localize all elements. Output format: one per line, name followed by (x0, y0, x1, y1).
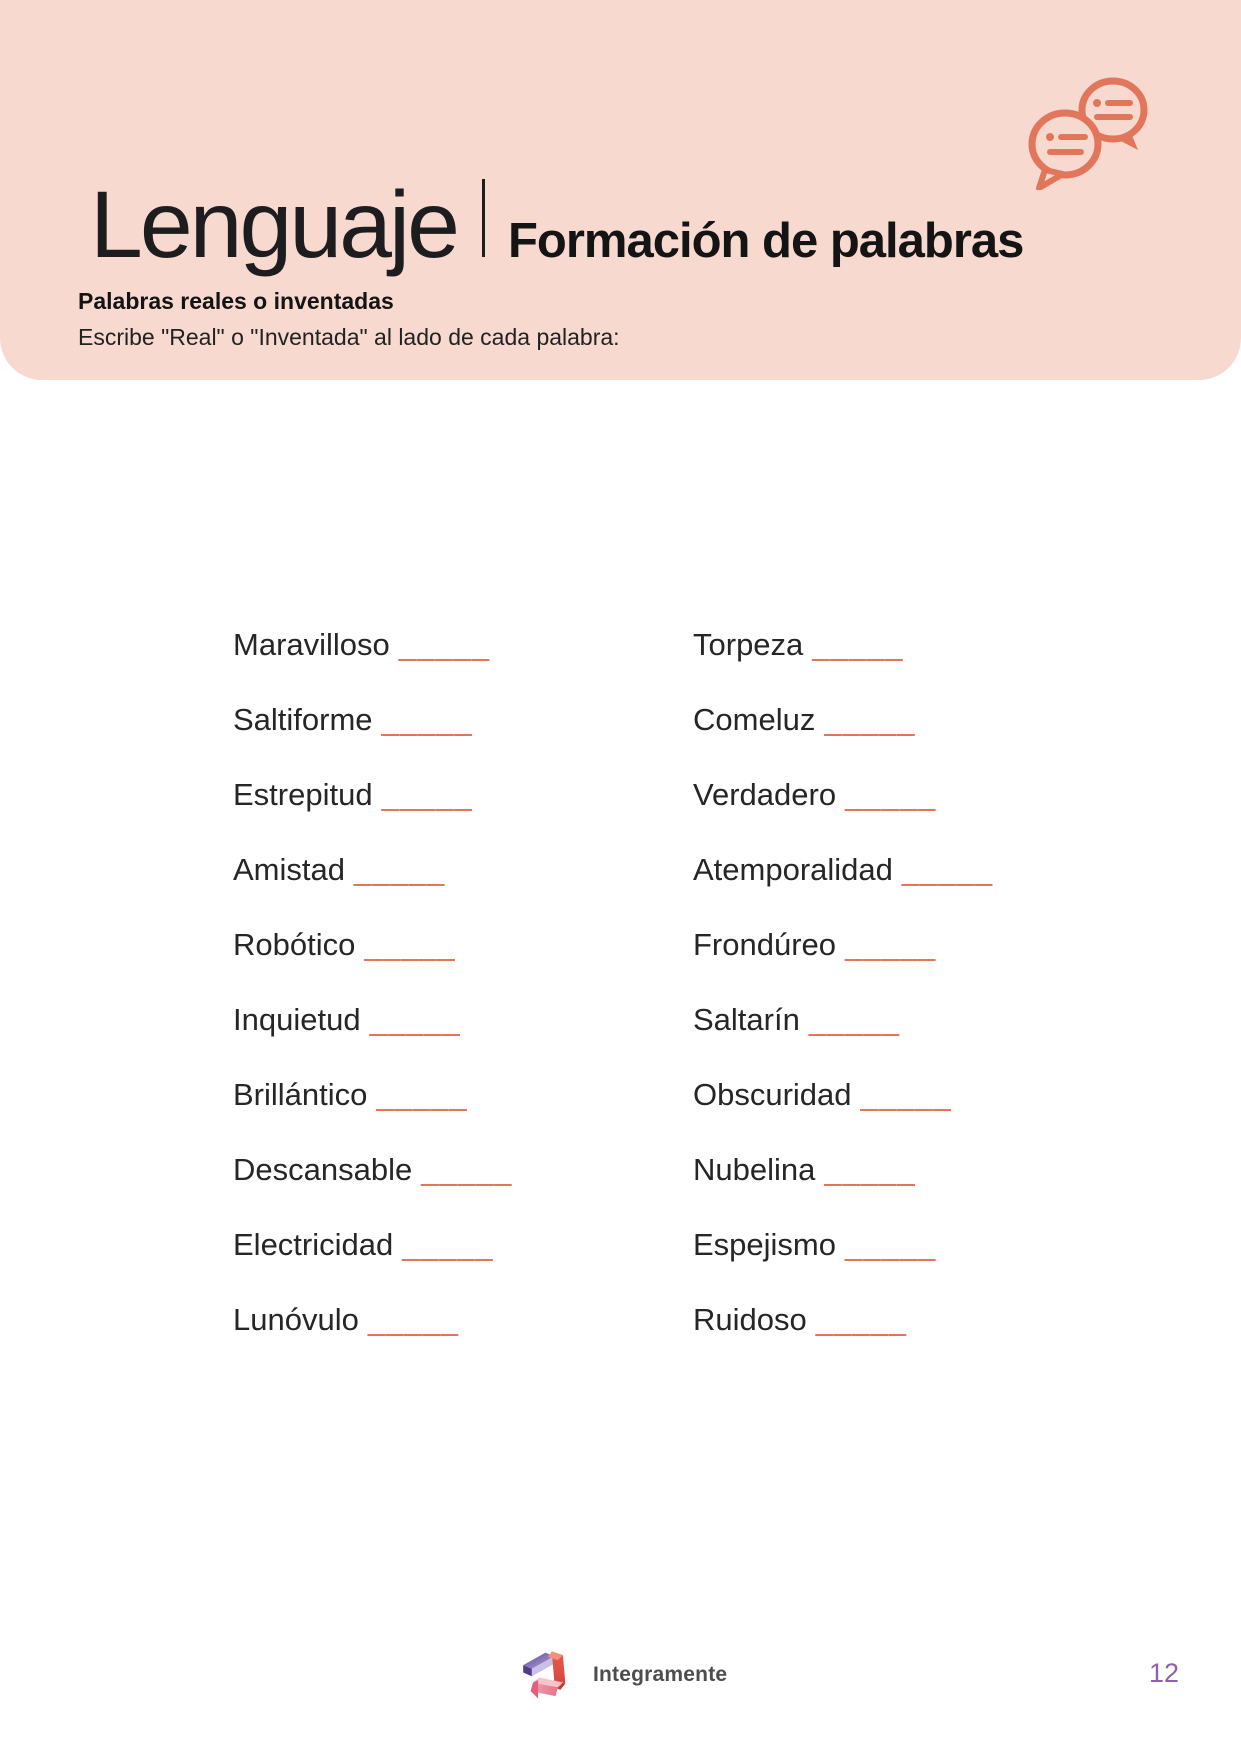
word-label: Espejismo (693, 1227, 836, 1262)
word-row (233, 757, 693, 832)
word-label: Maravilloso (233, 627, 390, 662)
word-row (233, 982, 693, 1057)
word-label: Comeluz (693, 702, 816, 737)
chat-bubbles-icon (1025, 70, 1155, 190)
answer-blank: _____ (812, 627, 904, 662)
word-label: Robótico (233, 927, 356, 962)
word-row (693, 982, 1153, 1057)
word-row (693, 607, 1153, 682)
word-row (693, 1282, 1153, 1357)
answer-blank: _____ (901, 852, 994, 887)
word-row (693, 907, 1153, 982)
answer-blank: _____ (815, 1302, 907, 1337)
word-column-right (693, 607, 1153, 1357)
word-label: Electricidad (233, 1227, 394, 1262)
word-label: Lunóvulo (233, 1302, 359, 1337)
answer-blank: _____ (860, 1077, 952, 1112)
brand-name: Integramente (593, 1663, 728, 1686)
topic-title: Formación de palabras (507, 214, 1024, 268)
answer-blank: _____ (376, 1077, 468, 1112)
word-row (693, 757, 1153, 832)
word-row (233, 1207, 693, 1282)
answer-blank: _____ (845, 1227, 937, 1262)
word-row (693, 1057, 1153, 1132)
word-column-left (233, 607, 693, 1357)
word-label: Nubelina (693, 1152, 816, 1187)
answer-blank: _____ (398, 627, 490, 662)
word-label: Saltarín (693, 1002, 800, 1037)
answer-blank: _____ (808, 1002, 901, 1037)
word-row (233, 1132, 693, 1207)
word-label: Brillántico (233, 1077, 368, 1112)
answer-blank: _____ (381, 702, 473, 737)
word-label: Inquietud (233, 1002, 361, 1037)
answer-blank: _____ (845, 777, 937, 812)
header-text (78, 288, 620, 351)
word-row (693, 1132, 1153, 1207)
subject-title: Lenguaje (90, 172, 457, 278)
word-row (233, 607, 693, 682)
word-label: Descansable (233, 1152, 413, 1187)
word-label: Ruidoso (693, 1302, 807, 1337)
header-block (0, 0, 1241, 380)
integramente-logo (516, 1644, 580, 1706)
word-row (233, 1057, 693, 1132)
word-row (233, 1282, 693, 1357)
answer-blank: _____ (421, 1152, 513, 1187)
word-label: Amistad (233, 852, 345, 887)
word-label: Estrepitud (233, 777, 373, 812)
answer-blank: _____ (367, 1302, 460, 1337)
answer-blank: _____ (824, 702, 916, 737)
answer-blank: _____ (402, 1227, 494, 1262)
word-label: Saltiforme (233, 702, 373, 737)
answer-blank: _____ (353, 852, 446, 887)
title-divider (482, 179, 485, 257)
footer-brand (516, 1644, 727, 1706)
word-label: Frondúreo (693, 927, 837, 962)
page-title (90, 172, 1024, 278)
answer-blank: _____ (369, 1002, 461, 1037)
word-label: Obscuridad (693, 1077, 852, 1112)
answer-blank: _____ (824, 1152, 916, 1187)
word-label: Atemporalidad (693, 852, 893, 887)
word-row (233, 832, 693, 907)
word-row (233, 682, 693, 757)
word-label: Verdadero (693, 777, 837, 812)
word-row (233, 907, 693, 982)
answer-blank: _____ (364, 927, 456, 962)
word-row (693, 832, 1153, 907)
word-row (693, 682, 1153, 757)
section-title: Palabras reales o inventadas (78, 288, 394, 314)
word-row (693, 1207, 1153, 1282)
page-number: 12 (1149, 1658, 1180, 1688)
answer-blank: _____ (381, 777, 473, 812)
answer-blank: _____ (845, 927, 937, 962)
word-label: Torpeza (693, 627, 804, 662)
instructions-text: Escribe "Real" o "Inventada" al lado de cada palabra: (78, 324, 620, 350)
